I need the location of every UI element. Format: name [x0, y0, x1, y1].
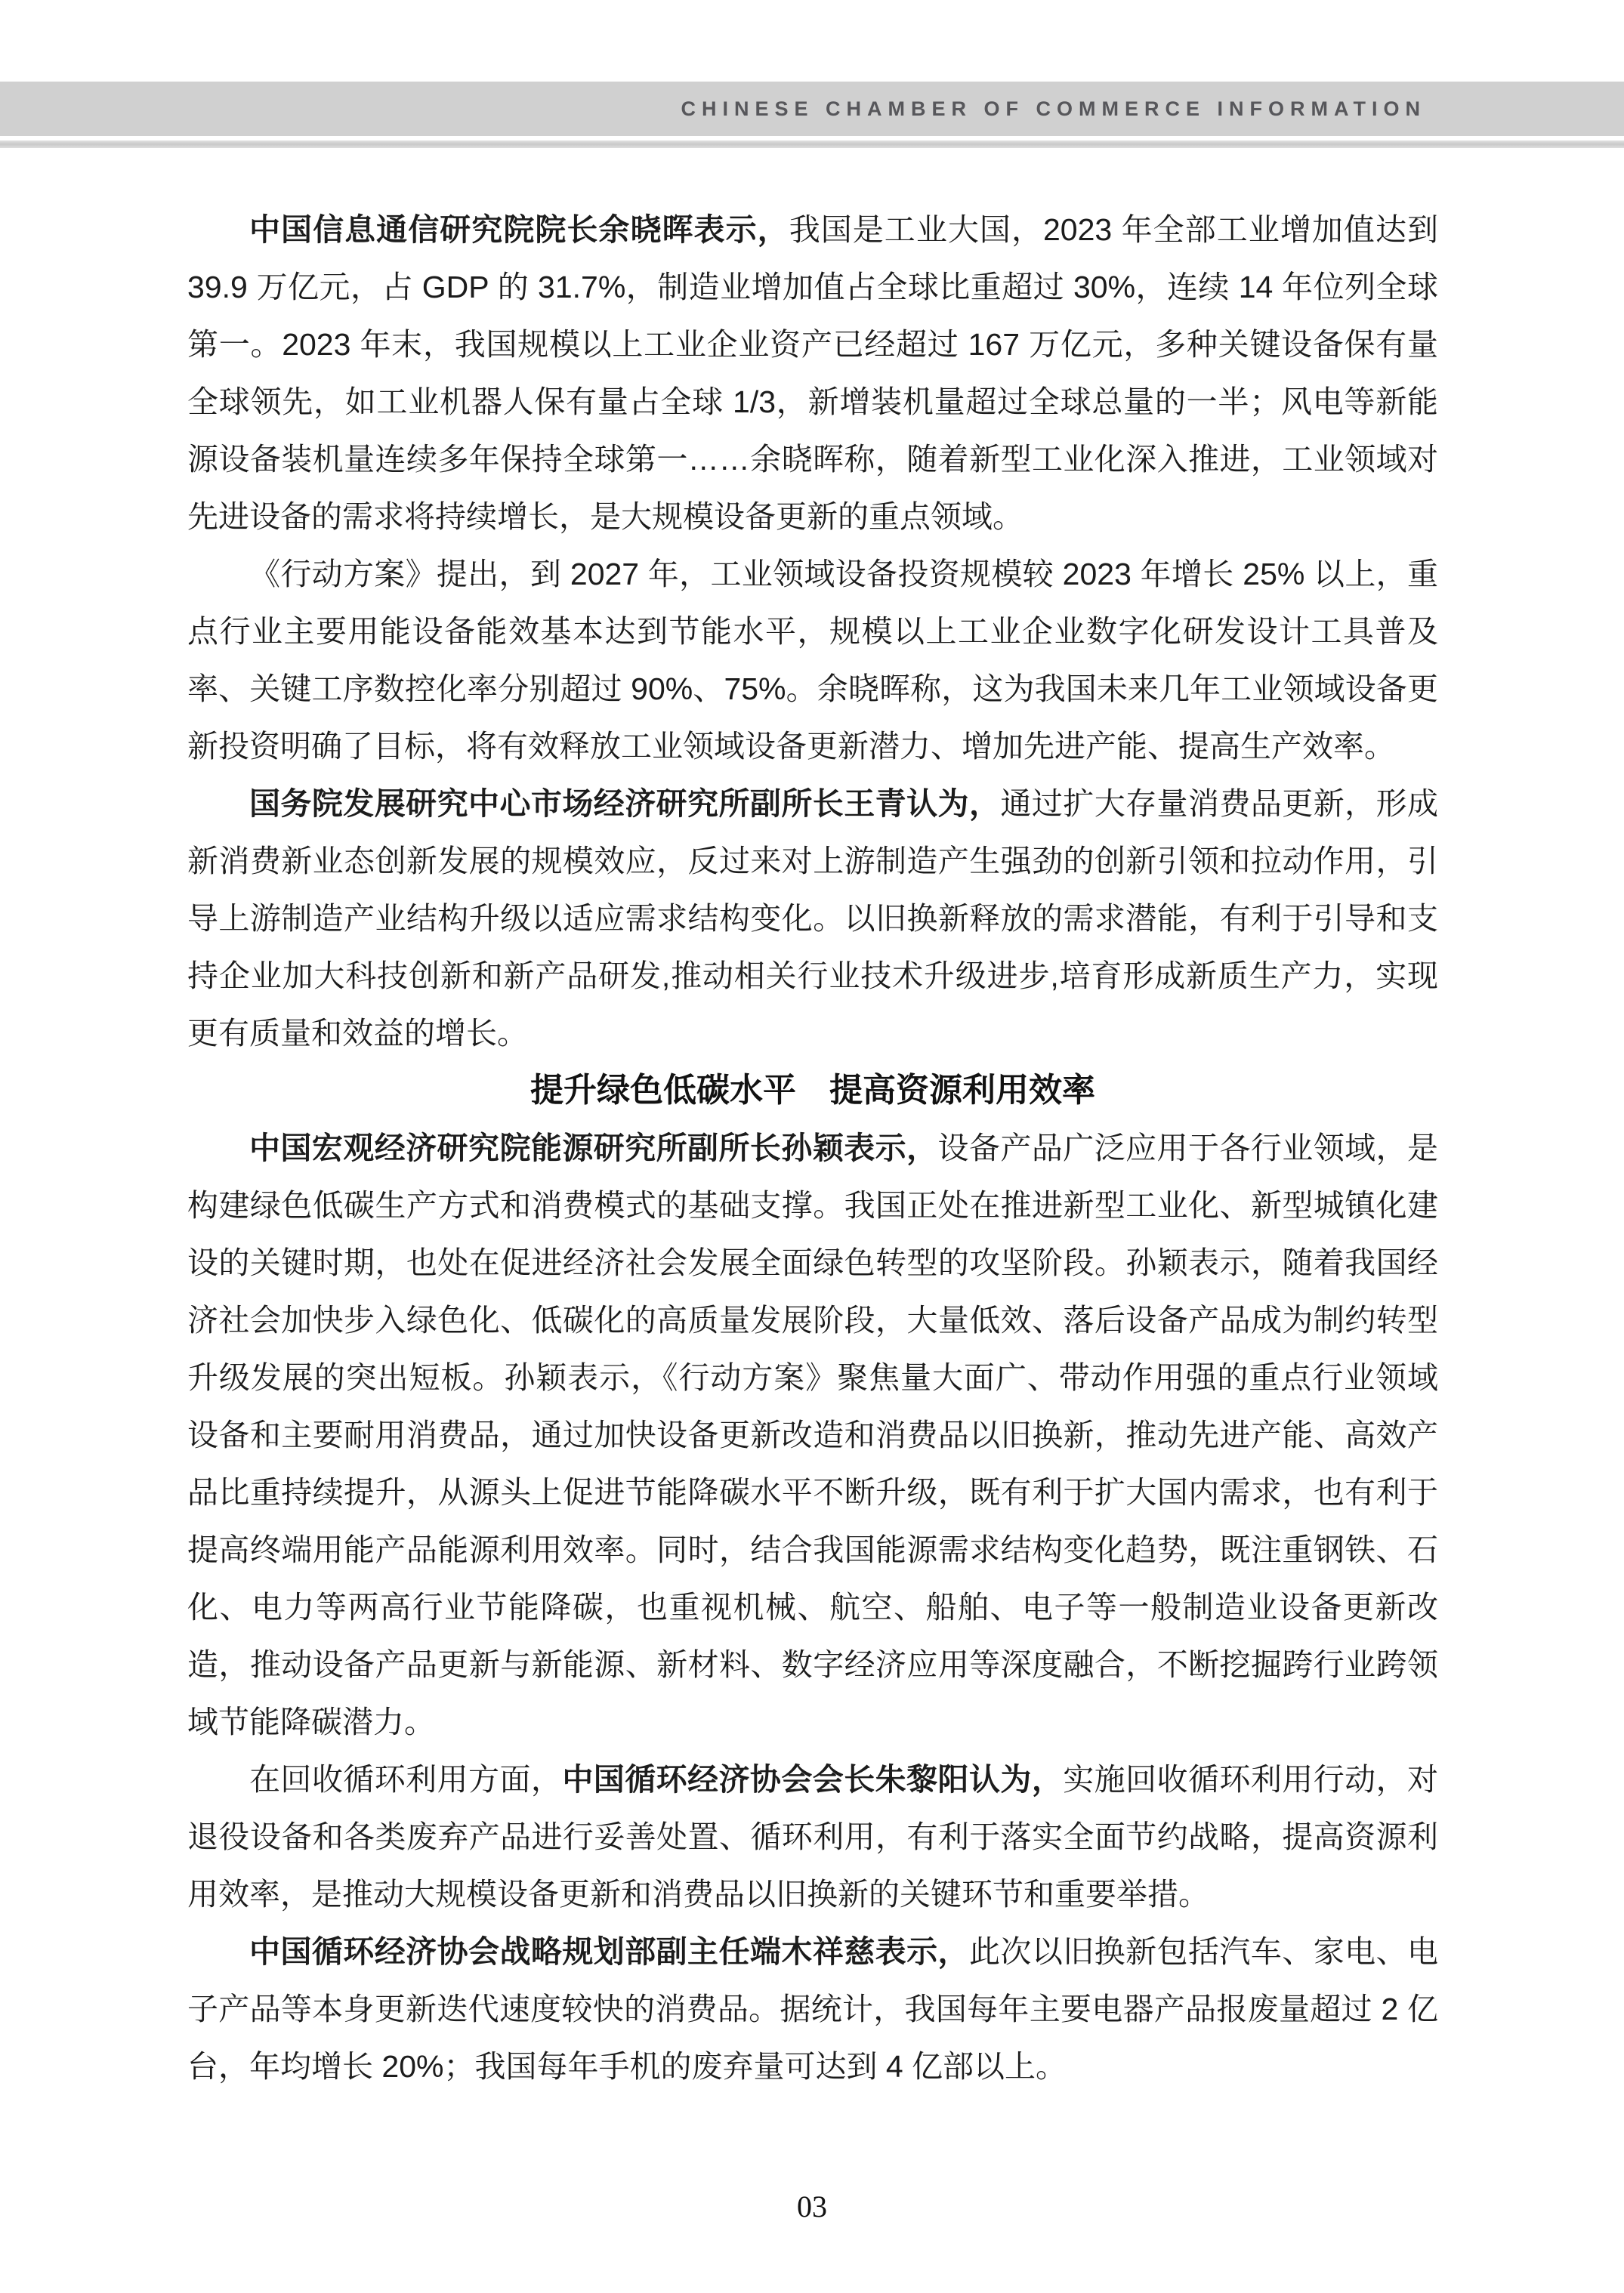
text-run: 在回收循环利用方面， — [249, 1762, 563, 1797]
text-run: 《行动方案》提出，到 2027 年，工业领域设备投资规模较 2023 年增长 25% 以上，重点行业主要用能设备能效基本达到节能水平，规模以上工业企业数字化研发设计工具普及率、关键工序数控化率分别超过 90%、75%。余晓晖称，这为我国未来几年工业领域设备更新投资明确了目标，将有效释放工业领域设备更新潜力、增加先进产能、提高生产效率。 — [187, 557, 1438, 764]
paragraph — [187, 201, 1438, 545]
paragraph — [187, 775, 1438, 1062]
paragraph — [187, 545, 1438, 775]
text-run: 我国是工业大国，2023 年全部工业增加值达到 39.9 万亿元，占 GDP 的 31.7%，制造业增加值占全球比重超过 30%，连续 14 年位列全球第一。2023 年末，我国规模以上工业企业资产已经超过 167 万亿元，多种关键设备保有量全球领先，如工业机器人保有量占全球 1/3，新增装机量超过全球总量的一半；风电等新能源设备装机量连续多年保持全球第一……余晓晖称，随着新型工业化深入推进，工业领域对先进设备的需求将持续增长，是大规模设备更新的重点领域。 — [187, 212, 1439, 534]
header-accent-line — [0, 140, 1624, 148]
page-footer — [0, 2189, 1624, 2224]
text-run-bold: 中国循环经济协会战略规划部副主任端木祥慈表示， — [249, 1934, 969, 1969]
paragraph — [187, 1751, 1438, 1923]
text-run: 此次以旧换新包括汽车、家电、电子产品等本身更新迭代速度较快的消费品。据统计，我国每年主要电器产品报废量超过 2 亿台，年均增长 20%；我国每年手机的废弃量可达到 4 亿部以上。 — [187, 1934, 1439, 2084]
text-run-bold: 中国宏观经济研究院能源研究所副所长孙颖表示， — [249, 1131, 938, 1165]
article-body — [187, 201, 1438, 2095]
text-run: 通过扩大存量消费品更新，形成新消费新业态创新发展的规模效应，反过来对上游制造产生强劲的创新引领和拉动作用，引导上游制造产业结构升级以适应需求结构变化。以旧换新释放的需求潜能，有利于引导和支持企业加大科技创新和新产品研发,推动相关行业技术升级进步,培育形成新质生产力，实现更有质量和效益的增长。 — [187, 786, 1439, 1051]
paragraph — [187, 1923, 1438, 2095]
text-run-bold: 国务院发展研究中心市场经济研究所副所长王青认为， — [249, 786, 1001, 821]
section-heading — [187, 1062, 1438, 1119]
page-number: 03 — [797, 2190, 827, 2224]
text-run-bold: 中国循环经济协会会长朱黎阳认为， — [562, 1762, 1064, 1797]
text-run: 实施回收循环利用行动，对退役设备和各类废弃产品进行妥善处置、循环利用，有利于落实全面节约战略，提高资源利用效率，是推动大规模设备更新和消费品以旧换新的关键环节和重要举措。 — [187, 1762, 1439, 1912]
text-run-bold: 提升绿色低碳水平 提高资源利用效率 — [530, 1072, 1095, 1109]
text-run: 设备产品广泛应用于各行业领域，是构建绿色低碳生产方式和消费模式的基础支撑。我国正处在推进新型工业化、新型城镇化建设的关键时期，也处在促进经济社会发展全面绿色转型的攻坚阶段。孙颖表示，随着我国经济社会加快步入绿色化、低碳化的高质量发展阶段，大量低效、落后设备产品成为制约转型升级发展的突出短板。孙颖表示，《行动方案》聚焦量大面广、带动作用强的重点行业领域设备和主要耐用消费品，通过加快设备更新改造和消费品以旧换新，推动先进产能、高效产品比重持续提升，从源头上促进节能降碳水平不断升级，既有利于扩大国内需求，也有利于提高终端用能产品能源利用效率。同时，结合我国能源需求结构变化趋势，既注重钢铁、石化、电力等两高行业节能降碳，也重视机械、航空、船舶、电子等一般制造业设备更新改造，推动设备产品更新与新能源、新材料、数字经济应用等深度融合，不断挖掘跨行业跨领域节能降碳潜力。 — [187, 1131, 1439, 1739]
text-run-bold: 中国信息通信研究院院长余晓晖表示， — [249, 212, 789, 247]
header-banner — [0, 82, 1624, 136]
paragraph — [187, 1119, 1438, 1751]
header-banner-text: CHINESE CHAMBER OF COMMERCE INFORMATION — [681, 97, 1426, 120]
